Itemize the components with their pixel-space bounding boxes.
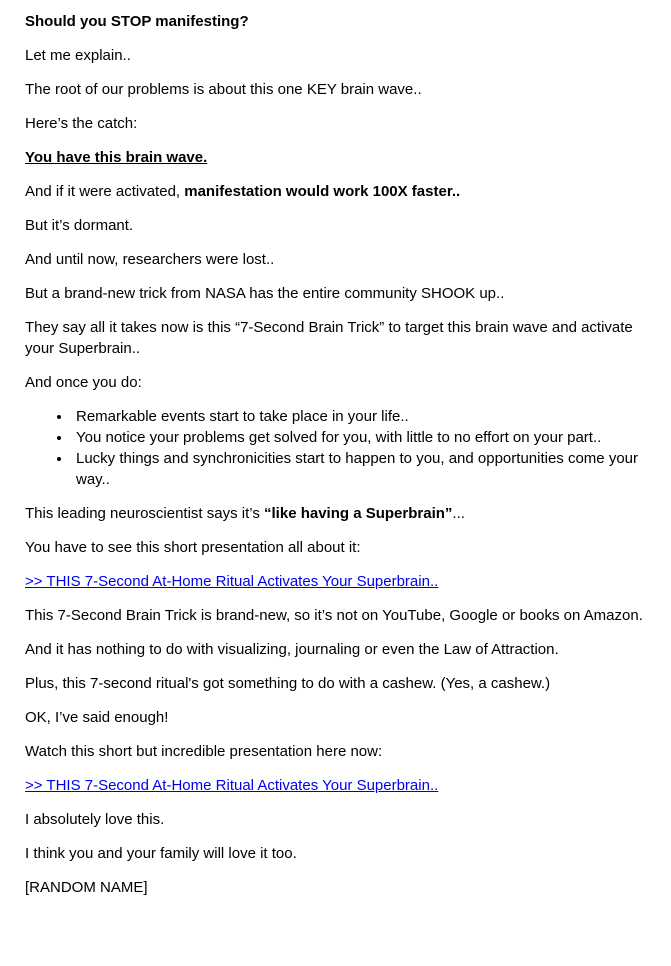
paragraph-brand-new: This 7-Second Brain Trick is brand-new, so it’s not on YouTube, Google or books on Amazon. bbox=[25, 607, 643, 624]
paragraph-catch: Here’s the catch: bbox=[25, 115, 138, 132]
superbrain-cta-link-2[interactable]: >> THIS 7-Second At-Home Ritual Activates Your Superbrain.. bbox=[25, 777, 439, 794]
neuro-prefix: This leading neuroscientist says it’s bbox=[25, 505, 265, 522]
paragraph-nasa: But a brand-new trick from NASA has the entire community SHOOK up.. bbox=[25, 285, 505, 302]
paragraph-dormant: But it’s dormant. bbox=[25, 217, 134, 234]
list-item-remarkable-events: • Remarkable events start to take place in your life.. bbox=[72, 406, 645, 427]
paragraph-brainwave bbox=[25, 147, 645, 168]
paragraph-see-presentation: You have to see this short presentation all about it: bbox=[25, 539, 361, 556]
paragraph-cta-1 bbox=[25, 571, 645, 592]
list-item-problems-solved: • You notice your problems get solved for you, with little to no effort on your part.. bbox=[72, 427, 645, 448]
superbrain-cta-link-1[interactable]: >> THIS 7-Second At-Home Ritual Activates Your Superbrain.. bbox=[25, 573, 439, 590]
signature-placeholder: [RANDOM NAME] bbox=[25, 879, 148, 896]
paragraph-nothing-to-do: And it has nothing to do with visualizing, journaling or even the Law of Attraction. bbox=[25, 641, 559, 658]
activated-bold: manifestation would work 100X faster.. bbox=[184, 183, 461, 200]
paragraph-root-problem: The root of our problems is about this one KEY brain wave.. bbox=[25, 81, 422, 98]
paragraph-seven-second: They say all it takes now is this “7-Second Brain Trick” to target this brain wave and activate your Superbrain.. bbox=[25, 319, 633, 357]
paragraph-once-you-do: And once you do: bbox=[25, 374, 142, 391]
paragraph-explain: Let me explain.. bbox=[25, 47, 131, 64]
paragraph-researchers: And until now, researchers were lost.. bbox=[25, 251, 275, 268]
neuro-quote: “like having a Superbrain” bbox=[264, 505, 453, 522]
paragraph-said-enough: OK, I’ve said enough! bbox=[25, 709, 169, 726]
neuro-suffix: ... bbox=[452, 505, 465, 522]
list-item-lucky-things: • Lucky things and synchronicities start to happen to you, and opportunities come your way.. bbox=[72, 448, 645, 490]
brainwave-emphasis: You have this brain wave. bbox=[25, 149, 208, 166]
paragraph-activated bbox=[25, 181, 645, 202]
paragraph-cta-2 bbox=[25, 775, 645, 796]
activated-prefix: And if it were activated, bbox=[25, 183, 185, 200]
paragraph-cashew: Plus, this 7-second ritual's got something to do with a cashew. (Yes, a cashew.) bbox=[25, 675, 551, 692]
paragraph-family-love: I think you and your family will love it too. bbox=[25, 845, 297, 862]
paragraph-neuroscientist bbox=[25, 503, 645, 524]
benefits-list bbox=[25, 406, 645, 490]
paragraph-watch-now: Watch this short but incredible presentation here now: bbox=[25, 743, 383, 760]
paragraph-love-this: I absolutely love this. bbox=[25, 811, 165, 828]
subject-heading: Should you STOP manifesting? bbox=[25, 13, 249, 30]
